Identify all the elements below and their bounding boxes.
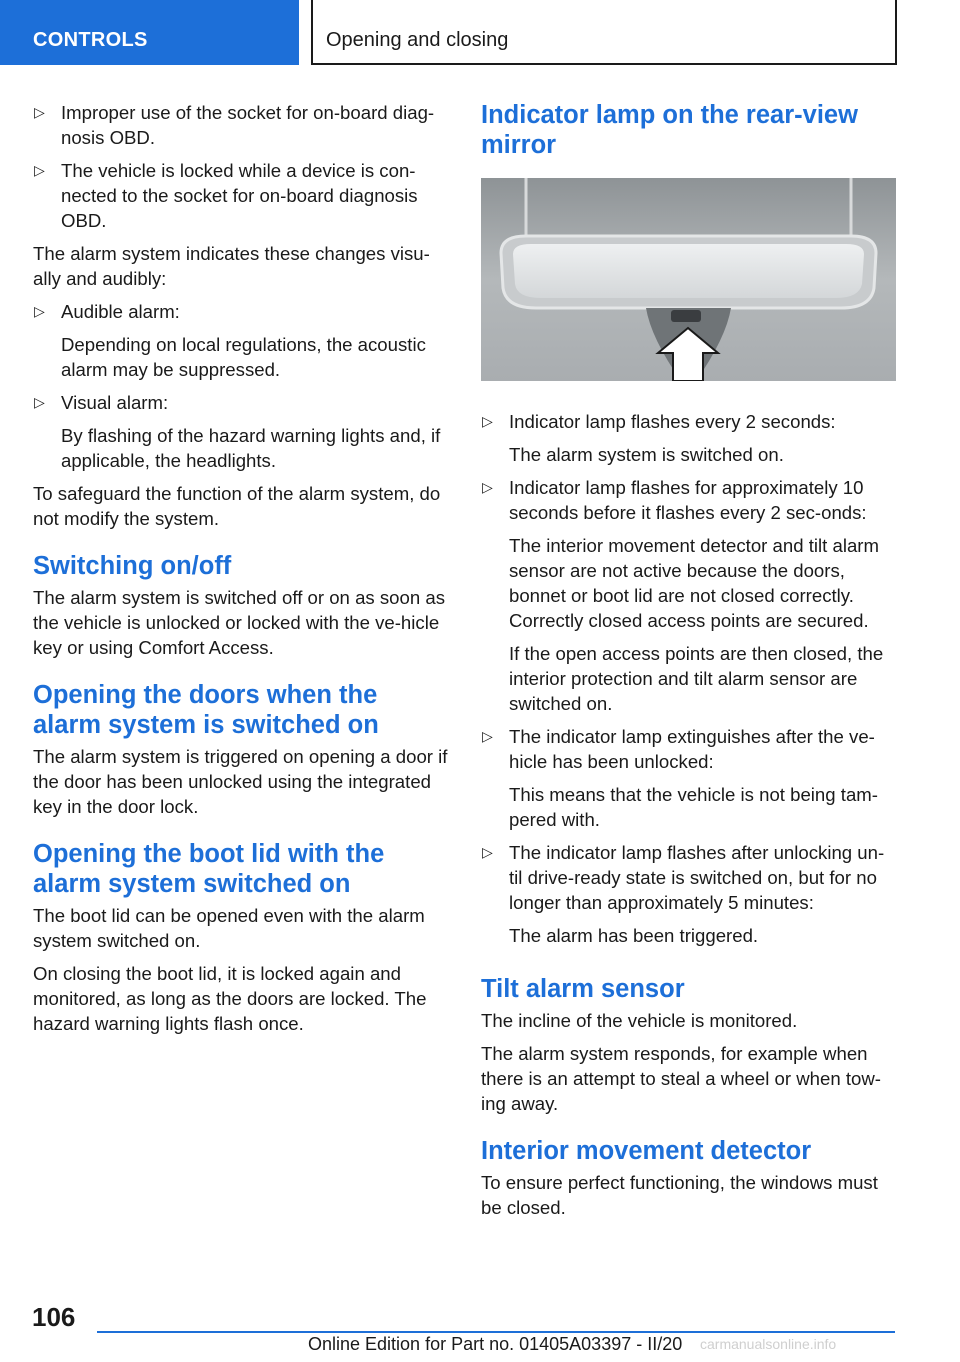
list-item bbox=[481, 475, 896, 716]
bullet-title: The indicator lamp extinguishes after the ve-hicle has been unlocked: bbox=[509, 726, 875, 772]
triangle-bullet-icon: ▷ bbox=[34, 303, 45, 319]
bullet-text: Improper use of the socket for on-board diag-nosis OBD. bbox=[61, 102, 435, 148]
bullet-text: By flashing of the hazard warning lights and, if applicable, the headlights. bbox=[61, 425, 441, 471]
bullet-title: Audible alarm: bbox=[61, 301, 180, 322]
triangle-bullet-icon: ▷ bbox=[482, 413, 493, 429]
paragraph: The incline of the vehicle is monitored. bbox=[481, 1010, 798, 1031]
paragraph: The alarm system is triggered on opening a door if the door has been unlocked using the integrated key in the door lock. bbox=[33, 746, 448, 817]
list-item bbox=[33, 100, 449, 150]
bullet-title: The indicator lamp flashes after unlocking un-til drive-ready state is switched on, but for no longer than approximately 5 minutes: bbox=[509, 842, 885, 913]
list-item bbox=[481, 840, 896, 948]
heading-switching: Switching on/off bbox=[33, 552, 232, 580]
chapter-tab bbox=[311, 0, 897, 65]
footer-divider bbox=[97, 1331, 895, 1333]
list-item bbox=[481, 409, 896, 467]
bullet-text: The vehicle is locked while a device is con-nected to the socket for on-board diagnosis OBD. bbox=[61, 160, 418, 231]
triangle-bullet-icon: ▷ bbox=[482, 479, 493, 495]
left-column bbox=[33, 100, 449, 1044]
list-item bbox=[33, 390, 449, 473]
rear-view-mirror-illustration bbox=[481, 178, 896, 381]
bullet-title: Indicator lamp flashes every 2 seconds: bbox=[509, 411, 836, 432]
bullet-text: If the open access points are then closed, the interior protection and tilt alarm sensor are switched on. bbox=[509, 643, 884, 714]
list-item bbox=[481, 724, 896, 832]
paragraph: The alarm system indicates these changes visu-ally and audibly: bbox=[33, 243, 430, 289]
paragraph: The boot lid can be opened even with the alarm system switched on. bbox=[33, 905, 425, 951]
paragraph: On closing the boot lid, it is locked again and monitored, as long as the doors are locked. The hazard warning lights flash once. bbox=[33, 963, 427, 1034]
watermark: carmanualsonline.info bbox=[700, 1336, 837, 1352]
heading-interior: Interior movement detector bbox=[481, 1137, 812, 1165]
bullet-title: Visual alarm: bbox=[61, 392, 169, 413]
triangle-bullet-icon: ▷ bbox=[34, 162, 45, 178]
bullet-text: The interior movement detector and tilt alarm sensor are not active because the doors, bonnet or boot lid are not closed correctly. Correctly closed access points are secured. bbox=[509, 535, 879, 631]
triangle-bullet-icon: ▷ bbox=[482, 728, 493, 744]
bullet-text: This means that the vehicle is not being tam-pered with. bbox=[509, 784, 878, 830]
paragraph: To ensure perfect functioning, the windows must be closed. bbox=[481, 1172, 878, 1218]
bullet-text: Depending on local regulations, the acoustic alarm may be suppressed. bbox=[61, 334, 426, 380]
triangle-bullet-icon: ▷ bbox=[482, 844, 493, 860]
triangle-bullet-icon: ▷ bbox=[34, 394, 45, 410]
heading-tilt: Tilt alarm sensor bbox=[481, 975, 685, 1003]
list-item bbox=[33, 299, 449, 382]
right-column bbox=[481, 100, 896, 1228]
paragraph: The alarm system responds, for example when there is an attempt to steal a wheel or when tow-ing away. bbox=[481, 1043, 881, 1114]
edition-text: Online Edition for Part no. 01405A03397 - II/20 bbox=[308, 1334, 683, 1354]
heading-indicator: Indicator lamp on the rear-view mirror bbox=[481, 101, 858, 159]
section-title: CONTROLS bbox=[33, 29, 148, 51]
bullet-text: The alarm system is switched on. bbox=[509, 444, 784, 465]
paragraph: The alarm system is switched off or on as soon as the vehicle is unlocked or locked with the ve-hicle key or using Comfort Access. bbox=[33, 587, 445, 658]
heading-boot: Opening the boot lid with the alarm system switched on bbox=[33, 840, 385, 898]
chapter-title: Opening and closing bbox=[326, 29, 509, 51]
bullet-title: Indicator lamp flashes for approximately 10 seconds before it flashes every 2 sec-onds: bbox=[509, 477, 867, 523]
heading-doors: Opening the doors when the alarm system is switched on bbox=[33, 681, 379, 739]
list-item bbox=[33, 158, 449, 233]
page-number: 106 bbox=[32, 1302, 76, 1332]
triangle-bullet-icon: ▷ bbox=[34, 104, 45, 120]
section-tab bbox=[0, 0, 299, 65]
bullet-text: The alarm has been triggered. bbox=[509, 925, 759, 946]
paragraph: To safeguard the function of the alarm system, do not modify the system. bbox=[33, 483, 441, 529]
